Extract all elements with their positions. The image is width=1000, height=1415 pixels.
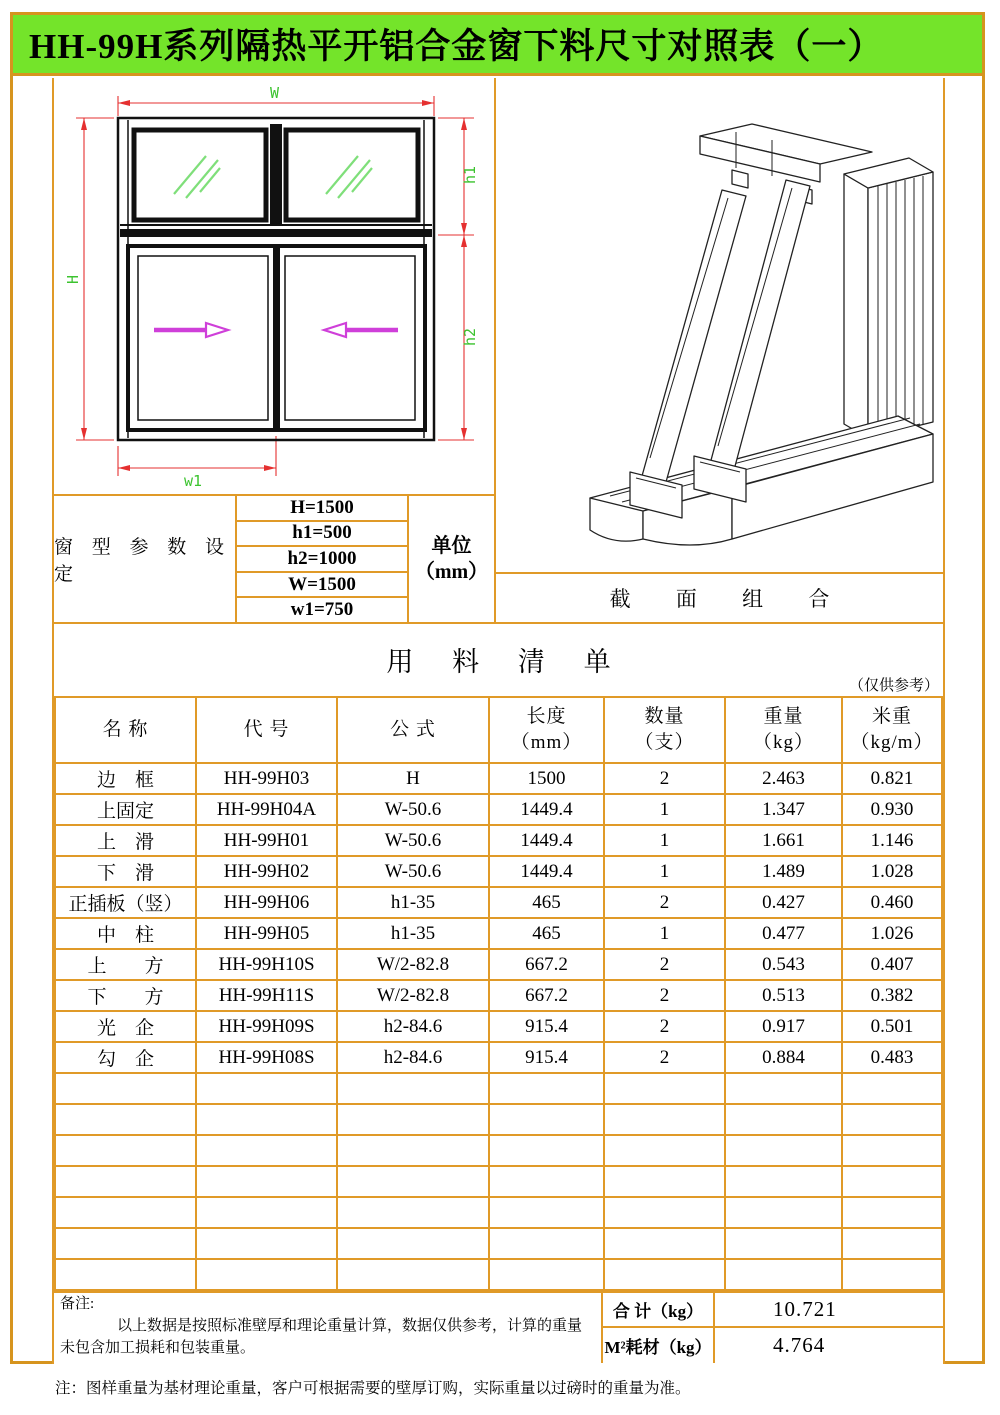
cell — [337, 1259, 489, 1290]
content-frame — [52, 78, 945, 1364]
cell: HH-99H02 — [196, 856, 337, 887]
cell — [842, 1259, 942, 1290]
cell — [725, 1104, 842, 1135]
cell: HH-99H01 — [196, 825, 337, 856]
cell: 465 — [489, 887, 604, 918]
cell — [604, 1197, 725, 1228]
empty-row — [55, 1228, 942, 1259]
cell — [842, 1135, 942, 1166]
column-header: 名 称 — [55, 697, 196, 763]
cell: HH-99H08S — [196, 1042, 337, 1073]
cell — [604, 1166, 725, 1197]
cell — [489, 1197, 604, 1228]
cell: 915.4 — [489, 1042, 604, 1073]
unit-label: 单位 — [431, 535, 472, 557]
cell — [337, 1197, 489, 1228]
cell: H — [337, 763, 489, 794]
cell — [196, 1104, 337, 1135]
cell: HH-99H04A — [196, 794, 337, 825]
totals-table — [603, 1293, 943, 1363]
h-dim-label: H — [64, 274, 82, 284]
cell — [604, 1104, 725, 1135]
cell — [604, 1073, 725, 1104]
cell — [337, 1135, 489, 1166]
cell: W/2-82.8 — [337, 980, 489, 1011]
cell: 上固定 — [55, 794, 196, 825]
column-header: 代 号 — [196, 697, 337, 763]
cell: 0.917 — [725, 1011, 842, 1042]
cell: h2-84.6 — [337, 1042, 489, 1073]
cell: 465 — [489, 918, 604, 949]
cell — [55, 1104, 196, 1135]
cell: 2 — [604, 887, 725, 918]
remark-box — [54, 1293, 603, 1363]
cell — [55, 1073, 196, 1104]
cell: HH-99H03 — [196, 763, 337, 794]
w-dim-label: W — [270, 84, 280, 102]
cell — [842, 1104, 942, 1135]
h1-dim-label: h1 — [461, 165, 479, 184]
per-m2-value: 4.764 — [773, 1333, 826, 1357]
cell: 1500 — [489, 763, 604, 794]
cell: 1.026 — [842, 918, 942, 949]
cell: h1-35 — [337, 918, 489, 949]
cell: 1449.4 — [489, 825, 604, 856]
cell: HH-99H10S — [196, 949, 337, 980]
cell: 1 — [604, 856, 725, 887]
cell: 1 — [604, 918, 725, 949]
cell — [196, 1073, 337, 1104]
cell: HH-99H06 — [196, 887, 337, 918]
cell — [842, 1073, 942, 1104]
empty-row — [55, 1197, 942, 1228]
cell: 2 — [604, 1011, 725, 1042]
parameter-values — [237, 496, 409, 622]
cell: 1.146 — [842, 825, 942, 856]
cell — [842, 1228, 942, 1259]
cell — [725, 1197, 842, 1228]
table-row — [55, 1042, 942, 1073]
cell: HH-99H11S — [196, 980, 337, 1011]
cell: 1.028 — [842, 856, 942, 887]
param-w1: w1=750 — [290, 599, 354, 621]
column-header: 重量 （kg） — [725, 697, 842, 763]
table-row — [55, 1011, 942, 1042]
table-row — [55, 763, 942, 794]
cell: 0.382 — [842, 980, 942, 1011]
cell: 下 方 — [55, 980, 196, 1011]
cell: HH-99H05 — [196, 918, 337, 949]
page-title: HH-99H系列隔热平开铝合金窗下料尺寸对照表（一） — [29, 27, 884, 66]
column-header: 长度 （mm） — [489, 697, 604, 763]
cell: 0.407 — [842, 949, 942, 980]
reference-only-note: （仅供参考） — [848, 678, 939, 694]
cell: 2 — [604, 949, 725, 980]
profile-3d-lines — [590, 124, 933, 545]
cell — [337, 1228, 489, 1259]
cell — [196, 1197, 337, 1228]
cell — [604, 1259, 725, 1290]
cell: 1.347 — [725, 794, 842, 825]
empty-row — [55, 1135, 942, 1166]
cell — [842, 1166, 942, 1197]
cell: 1.661 — [725, 825, 842, 856]
empty-row — [55, 1259, 942, 1290]
top-section — [54, 78, 943, 622]
cell — [725, 1166, 842, 1197]
material-list-section — [54, 622, 943, 1363]
cell: h2-84.6 — [337, 1011, 489, 1042]
footnote: 注：图样重量为基材理论重量，客户可根据需要的壁厚订购，实际重量以过磅时的重量为准。 — [55, 1380, 691, 1397]
cell — [725, 1135, 842, 1166]
cell: W-50.6 — [337, 825, 489, 856]
cell: 下 滑 — [55, 856, 196, 887]
cell — [725, 1228, 842, 1259]
cell: 1.489 — [725, 856, 842, 887]
table-row — [55, 949, 942, 980]
fixed-pane-right — [286, 130, 418, 220]
column-header: 米重 （kg/m） — [842, 697, 942, 763]
cell — [196, 1166, 337, 1197]
window-elevation-panel — [54, 78, 496, 622]
cell — [55, 1259, 196, 1290]
cell: 0.513 — [725, 980, 842, 1011]
cell — [196, 1135, 337, 1166]
cell — [337, 1104, 489, 1135]
cell — [55, 1197, 196, 1228]
param-h2: h2=1000 — [237, 547, 407, 573]
cell: h1-35 — [337, 887, 489, 918]
cell — [489, 1166, 604, 1197]
cell: 2.463 — [725, 763, 842, 794]
total-weight-label: 合 计（kg） — [603, 1293, 715, 1328]
cell: 2 — [604, 980, 725, 1011]
empty-row — [55, 1073, 942, 1104]
cell — [725, 1073, 842, 1104]
cell: 0.930 — [842, 794, 942, 825]
cell: W-50.6 — [337, 794, 489, 825]
material-table-body — [55, 763, 942, 1290]
window-parameter-table — [54, 494, 494, 622]
sliding-sash-right — [275, 246, 425, 430]
param-W: W=1500 — [237, 573, 407, 599]
cell: W/2-82.8 — [337, 949, 489, 980]
cell: 边 框 — [55, 763, 196, 794]
cell — [489, 1259, 604, 1290]
material-table — [54, 696, 943, 1291]
cell — [489, 1135, 604, 1166]
total-weight-value: 10.721 — [715, 1293, 943, 1328]
cell — [55, 1135, 196, 1166]
window-elevation-drawing — [54, 78, 494, 494]
h2-dim-label: h2 — [461, 327, 479, 346]
cell: 2 — [604, 763, 725, 794]
cell: 正插板（竖） — [55, 887, 196, 918]
title-bar — [13, 15, 982, 76]
cell — [196, 1259, 337, 1290]
cell: 1 — [604, 825, 725, 856]
cell: 光 企 — [55, 1011, 196, 1042]
section-assembly-panel — [496, 78, 943, 622]
cell: 667.2 — [489, 949, 604, 980]
cell — [196, 1228, 337, 1259]
cell: 0.427 — [725, 887, 842, 918]
cell: 915.4 — [489, 1011, 604, 1042]
cell — [489, 1228, 604, 1259]
w1-dim-label: w1 — [184, 472, 203, 490]
sliding-sash-left — [128, 246, 278, 430]
cell — [725, 1259, 842, 1290]
cell — [337, 1073, 489, 1104]
cell — [489, 1104, 604, 1135]
cell — [604, 1135, 725, 1166]
cell — [842, 1197, 942, 1228]
material-list-title-area — [54, 624, 943, 696]
remark-label: 备注: — [60, 1296, 95, 1312]
cell: 0.477 — [725, 918, 842, 949]
empty-row — [55, 1166, 942, 1197]
cell: 上 方 — [55, 949, 196, 980]
table-row — [55, 980, 942, 1011]
window-frame — [118, 118, 434, 440]
center-mullion — [270, 124, 282, 226]
cell: 667.2 — [489, 980, 604, 1011]
cell: 中 柱 — [55, 918, 196, 949]
per-m2-label: M²耗材（kg） — [603, 1328, 715, 1363]
unit-cell — [409, 496, 494, 622]
cell — [55, 1228, 196, 1259]
fixed-pane-left — [134, 130, 266, 220]
param-h1: h1=500 — [237, 522, 407, 548]
table-row — [55, 825, 942, 856]
cell: 1 — [604, 794, 725, 825]
cell: 0.483 — [842, 1042, 942, 1073]
transom-bar — [120, 229, 432, 237]
section-caption: 截 面 组 合 — [496, 572, 943, 622]
cell: 0.460 — [842, 887, 942, 918]
cell: 0.543 — [725, 949, 842, 980]
empty-row — [55, 1104, 942, 1135]
material-list-title: 用 料 清 单 — [386, 647, 627, 677]
table-row — [55, 887, 942, 918]
cell: W-50.6 — [337, 856, 489, 887]
cell: 上 滑 — [55, 825, 196, 856]
table-row — [55, 794, 942, 825]
summary-row — [54, 1291, 943, 1363]
remark-line-1: 以上数据是按照标准壁厚和理论重量计算，数据仅供参考，计算的重量 — [117, 1317, 583, 1334]
cell: 0.884 — [725, 1042, 842, 1073]
cell: HH-99H09S — [196, 1011, 337, 1042]
table-row — [55, 856, 942, 887]
cell: 1449.4 — [489, 856, 604, 887]
section-assembly-svg — [496, 78, 943, 572]
cell: 1449.4 — [489, 794, 604, 825]
column-header: 数量 （支） — [604, 697, 725, 763]
cell — [337, 1166, 489, 1197]
window-elevation-svg — [54, 78, 494, 494]
material-table-header-row — [55, 697, 942, 763]
column-header: 公 式 — [337, 697, 489, 763]
remark-line-2: 未包含加工损耗和包装重量。 — [60, 1339, 256, 1356]
section-assembly-drawing — [496, 78, 943, 572]
cell: 0.821 — [842, 763, 942, 794]
cell: 2 — [604, 1042, 725, 1073]
cell: 勾 企 — [55, 1042, 196, 1073]
cell — [489, 1073, 604, 1104]
unit-value: （mm） — [414, 561, 489, 583]
cell — [604, 1228, 725, 1259]
table-row — [55, 918, 942, 949]
cell: 0.501 — [842, 1011, 942, 1042]
cell — [55, 1166, 196, 1197]
parameter-table-label: 窗 型 参 数 设 定 — [54, 496, 237, 622]
param-H: H=1500 — [237, 496, 407, 522]
